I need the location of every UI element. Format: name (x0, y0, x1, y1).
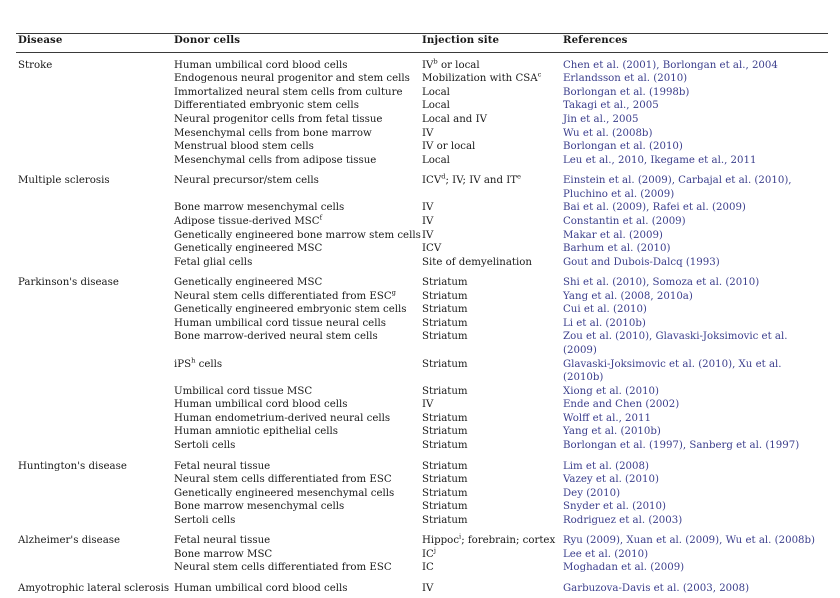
cell-disease-empty (16, 201, 174, 215)
table-row (16, 127, 828, 141)
footnote-marker: j (433, 546, 436, 555)
cell-references[interactable]: Borlongan et al. (1997), Sanberg et al. (1997) (563, 439, 800, 451)
cell-injection-site: $IC^j$ (422, 546, 436, 560)
table-row (16, 290, 828, 304)
table-row (16, 500, 828, 514)
cell-disease: Parkinson's disease (18, 277, 119, 289)
cell-disease-empty (16, 317, 174, 331)
cell-references[interactable]: Shi et al. (2010), Somoza et al. (2010) (563, 277, 760, 289)
cell-injection-site: Striatum (422, 304, 468, 316)
cell-donor-cells: Neural stem cells differentiated from ESC$^g$ (174, 288, 396, 302)
footnote-marker: i (459, 532, 462, 541)
cell-references[interactable]: Borlongan et al. (1998b) (563, 86, 690, 98)
cell-injection-site: $IV^b$ or local (422, 57, 480, 71)
cell-donor-cells: Bone marrow-derived neural stem cells (174, 331, 378, 343)
table-row (16, 140, 828, 154)
cell-references[interactable]: Gout and Dubois-Dalcq (1993) (563, 256, 720, 268)
table-row (16, 154, 828, 168)
table-row (16, 527, 828, 548)
cell-donor-cells: Mesenchymal cells from bone marrow (174, 127, 372, 139)
table-row (16, 385, 828, 399)
cell-disease-empty (16, 140, 174, 154)
cell-references[interactable]: Constantin et al. (2009) (563, 215, 686, 227)
cell-injection-site: Local (422, 154, 450, 166)
cell-disease-empty (16, 154, 174, 168)
table-row (16, 575, 828, 596)
cell-donor-cells: Human amniotic epithelial cells (174, 426, 339, 438)
cell-donor-cells: Sertoli cells (174, 514, 236, 526)
cell-injection-site: IV (422, 583, 434, 594)
footnote-marker: e (517, 172, 522, 181)
table-row (16, 561, 828, 575)
cell-disease-empty (16, 256, 174, 270)
table-row (16, 317, 828, 331)
cell-references[interactable]: Chen et al. (2001), Borlongan et al., 2004 (563, 59, 778, 71)
cell-references[interactable]: Jin et al., 2005 (563, 114, 639, 125)
cell-donor-cells: Human umbilical cord blood cells (174, 583, 348, 594)
cell-references[interactable]: Erlandsson et al. (2010) (563, 73, 688, 85)
cell-donor-cells: Human umbilical cord tissue neural cells (174, 317, 386, 329)
footnote-marker: b (433, 57, 438, 66)
cell-injection-site: IV (422, 229, 434, 241)
column-header-disease: Disease (16, 34, 174, 53)
cell-injection-site: Striatum (422, 358, 468, 370)
header-row (16, 34, 828, 53)
table-row (16, 330, 828, 357)
cell-references[interactable]: Ryu (2009), Xuan et al. (2009), Wu et al. (2008b) (563, 535, 816, 547)
cell-disease-empty (16, 398, 174, 412)
cell-injection-site: Striatum (422, 487, 468, 499)
cell-references[interactable]: Vazey et al. (2010) (563, 474, 659, 486)
table-row (16, 303, 828, 317)
cell-donor-cells: Genetically engineered MSC (174, 277, 323, 289)
column-header-injection-site: Injection site (422, 34, 563, 53)
cell-disease-empty (16, 303, 174, 317)
cell-disease-empty (16, 99, 174, 113)
table-row (16, 398, 828, 412)
cell-donor-cells: Genetically engineered MSC (174, 243, 323, 255)
cell-injection-site: Striatum (422, 501, 468, 513)
cell-disease-empty (16, 113, 174, 127)
table-row (16, 201, 828, 215)
cell-injection-site: Striatum (422, 277, 468, 289)
cell-donor-cells: Human umbilical cord blood cells (174, 399, 348, 411)
cell-injection-site: Striatum (422, 426, 468, 438)
cell-disease-empty (16, 548, 174, 562)
table-row (16, 99, 828, 113)
table-row (16, 487, 828, 501)
cell-injection-site: Striatum (422, 460, 468, 472)
cell-donor-cells: Differentiated embryonic stem cells (174, 100, 359, 112)
cell-disease: Alzheimer's disease (18, 535, 121, 547)
cell-injection-site: IC (422, 562, 434, 574)
cell-donor-cells: Genetically engineered embryonic stem cells (174, 304, 407, 316)
cell-disease: Stroke (18, 59, 53, 71)
cell-references[interactable]: Ende and Chen (2002) (563, 399, 680, 411)
footnote-marker: c (537, 70, 542, 79)
cell-references[interactable]: Rodriguez et al. (2003) (563, 514, 683, 526)
table-row (16, 548, 828, 562)
cell-injection-site: ICV$^d$; IV; IV and $IT^e$ (422, 172, 522, 187)
cell-disease-empty (16, 229, 174, 243)
cell-references[interactable]: Garbuzova-Davis et al. (2003, 2008) (563, 583, 750, 594)
cell-disease-empty (16, 500, 174, 514)
cell-disease-empty (16, 215, 174, 229)
cell-donor-cells: Adipose tissue-derived MSC$^f$ (174, 213, 323, 227)
cell-donor-cells: Immortalized neural stem cells from culture (174, 86, 403, 98)
cell-disease: Multiple sclerosis (18, 175, 110, 187)
cell-donor-cells: Neural progenitor cells from fetal tissue (174, 114, 383, 125)
cell-donor-cells: Fetal neural tissue (174, 535, 271, 547)
cell-donor-cells: Fetal neural tissue (174, 460, 271, 472)
cell-injection-site: Striatum (422, 290, 468, 302)
footnote-marker: h (191, 356, 196, 365)
cell-donor-cells: Endogenous neural progenitor and stem cells (174, 73, 410, 85)
cell-references[interactable]: Wu et al. (2008b) (563, 127, 653, 139)
cell-disease-empty (16, 86, 174, 100)
cell-donor-cells: Genetically engineered mesenchymal cells (174, 487, 395, 499)
cell-references[interactable]: Leu et al., 2010, Ikegame et al., 2011 (563, 154, 757, 166)
table-row (16, 453, 828, 474)
cell-references[interactable]: Bai et al. (2009), Rafei et al. (2009) (563, 202, 746, 214)
stem-cell-therapy-table (16, 33, 828, 596)
cell-disease-empty (16, 385, 174, 399)
cell-references[interactable]: Barhum et al. (2010) (563, 243, 671, 255)
cell-injection-site: Striatum (422, 439, 468, 451)
cell-donor-cells: Sertoli cells (174, 439, 236, 451)
cell-donor-cells: Menstrual blood stem cells (174, 141, 314, 153)
cell-injection-site: Local (422, 86, 450, 98)
cell-references[interactable]: Wolff et al., 2011 (563, 412, 651, 424)
cell-donor-cells: Umbilical cord tissue MSC (174, 385, 313, 397)
cell-injection-site: Striatum (422, 412, 468, 424)
cell-injection-site: IV (422, 127, 434, 139)
cell-injection-site: Site of demyelination (422, 256, 532, 268)
cell-disease-empty (16, 290, 174, 304)
cell-injection-site: IV (422, 202, 434, 214)
table-row (16, 473, 828, 487)
cell-disease-empty (16, 358, 174, 385)
column-header-references: References (563, 34, 828, 53)
cell-disease-empty (16, 487, 174, 501)
table-row (16, 358, 828, 385)
table-row (16, 86, 828, 100)
table-row (16, 229, 828, 243)
cell-references[interactable]: Makar et al. (2009) (563, 229, 663, 241)
cell-references[interactable]: Lee et al. (2010) (563, 548, 649, 560)
cell-disease-empty (16, 514, 174, 528)
cell-injection-site: IV (422, 399, 434, 411)
cell-references[interactable]: Moghadan et al. (2009) (563, 562, 685, 574)
cell-donor-cells: Bone marrow MSC (174, 548, 273, 560)
cell-injection-site: Local and IV (422, 114, 487, 125)
cell-injection-site: Hippoc$^i$; forebrain; cortex (422, 532, 556, 547)
cell-disease-empty (16, 473, 174, 487)
cell-donor-cells: Neural stem cells differentiated from ESC (174, 474, 392, 486)
table-row (16, 269, 828, 290)
cell-donor-cells: Bone marrow mesenchymal cells (174, 501, 345, 513)
cell-references[interactable]: Yang et al. (2010b) (563, 426, 661, 438)
table-row (16, 215, 828, 229)
cell-donor-cells: Human umbilical cord blood cells (174, 59, 348, 71)
table-body (16, 52, 828, 595)
cell-disease-empty (16, 439, 174, 453)
cell-references[interactable]: Glavaski-Joksimovic et al. (2010), Xu et al. (2010b) (563, 358, 782, 384)
cell-references[interactable]: Zou et al. (2010), Glavaski-Joksimovic et al. (2009) (563, 331, 788, 356)
cell-donor-cells: iPS$^h$ cells (174, 356, 223, 370)
cell-donor-cells: Fetal glial cells (174, 256, 253, 268)
cell-disease: Amyotrophic lateral sclerosis (18, 583, 170, 594)
table-row (16, 412, 828, 426)
table-row (16, 242, 828, 256)
table-row (16, 113, 828, 127)
cell-disease-empty (16, 561, 174, 575)
cell-disease-empty (16, 127, 174, 141)
cell-donor-cells: Bone marrow mesenchymal cells (174, 202, 345, 214)
cell-disease-empty (16, 72, 174, 86)
cell-injection-site: Local (422, 100, 450, 112)
table-row (16, 72, 828, 86)
cell-injection-site: ICV (422, 243, 442, 255)
column-header-donor-cells: Donor cells (174, 34, 422, 53)
table-row (16, 439, 828, 453)
cell-disease-empty (16, 412, 174, 426)
table-row (16, 425, 828, 439)
cell-references[interactable]: Cui et al. (2010) (563, 304, 647, 316)
cell-injection-site: Striatum (422, 317, 468, 329)
footnote-marker: d (441, 172, 446, 181)
cell-injection-site: Striatum (422, 474, 468, 486)
footnote-marker: f (319, 213, 323, 222)
cell-references[interactable]: Yang et al. (2008, 2010a) (563, 290, 693, 302)
cell-references[interactable]: Xiong et al. (2010) (563, 385, 660, 397)
cell-references[interactable]: Li et al. (2010b) (563, 317, 646, 329)
cell-disease: Huntington's disease (18, 460, 127, 472)
cell-disease-empty (16, 425, 174, 439)
cell-donor-cells: Genetically engineered bone marrow stem cells (174, 229, 421, 241)
table-row (16, 167, 828, 201)
cell-injection-site: IV (422, 215, 434, 227)
table-row (16, 514, 828, 528)
cell-references[interactable]: Borlongan et al. (2010) (563, 141, 683, 153)
cell-references[interactable]: Takagi et al., 2005 (563, 100, 659, 112)
cell-disease-empty (16, 242, 174, 256)
table-row (16, 256, 828, 270)
cell-injection-site: Striatum (422, 514, 468, 526)
cell-donor-cells: Mesenchymal cells from adipose tissue (174, 154, 377, 166)
cell-references[interactable]: Lim et al. (2008) (563, 460, 649, 472)
cell-donor-cells: Neural precursor/stem cells (174, 175, 319, 187)
cell-donor-cells: Neural stem cells differentiated from ESC (174, 562, 392, 574)
footnote-marker: g (391, 288, 396, 297)
cell-injection-site: IV or local (422, 141, 476, 153)
cell-references[interactable]: Snyder et al. (2010) (563, 501, 666, 513)
cell-injection-site: Striatum (422, 385, 468, 397)
cell-disease-empty (16, 330, 174, 357)
table-row (16, 52, 828, 72)
cell-references[interactable]: Dey (2010) (563, 487, 621, 499)
table-header (16, 34, 828, 53)
cell-donor-cells: Human endometrium-derived neural cells (174, 412, 391, 424)
cell-references[interactable]: Einstein et al. (2009), Carbajal et al. (2010), Pluchino et al. (2009) (563, 175, 792, 200)
cell-injection-site: Mobilization with CSA$^c$ (422, 70, 542, 85)
cell-injection-site: Striatum (422, 331, 468, 343)
